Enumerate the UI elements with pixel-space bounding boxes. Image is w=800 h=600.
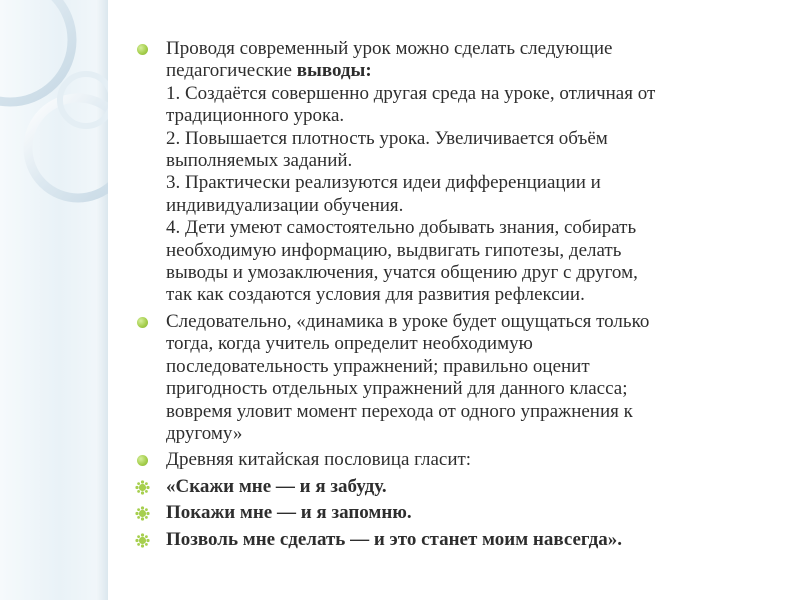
starburst-bullet-icon [135, 533, 150, 548]
text-line: Древняя китайская пословица гласит: [166, 449, 472, 471]
slide-content [136, 38, 776, 555]
decorative-sidebar [0, 0, 108, 600]
text-line: индивидуализации обучения. [166, 194, 404, 216]
text-line: последовательность упражнений; правильно оценит [166, 355, 590, 377]
bullet-dot-icon [137, 317, 148, 328]
bullet-list [136, 38, 776, 551]
text-line: пригодность отдельных упражнений для данного класса; [166, 378, 628, 400]
text-line: Следовательно, «динамика в уроке будет ощущаться только [166, 310, 650, 332]
text-line: необходимую информацию, выдвигать гипотезы, делать [166, 239, 622, 261]
bullet-item-proverb-show [136, 502, 776, 524]
text-line: «Скажи мне — и я забуду. [166, 475, 387, 497]
bullet-item-conclusions [136, 38, 776, 307]
text-line: вовремя уловит момент перехода от одного упражнения к [166, 400, 633, 422]
bullet-item-proverb-tell [136, 476, 776, 498]
text-line: 2. Повышается плотность урока. Увеличивается объём [166, 127, 608, 149]
starburst-bullet-icon [135, 480, 150, 495]
ring-medium [28, 98, 108, 198]
bold-word: выводы: [296, 60, 372, 82]
bullet-dot-icon [137, 455, 148, 466]
bullet-item-proverb-intro [136, 449, 776, 471]
text-line: другому» [166, 422, 243, 444]
text-line: 1. Создаётся совершенно другая среда на уроке, отличная от [166, 82, 656, 104]
text-line: выполняемых заданий. [166, 150, 353, 172]
bullet-item-proverb-do [136, 529, 776, 551]
bullet-dot-icon [137, 44, 148, 55]
text-line: тогда, когда учитель определит необходимую [166, 333, 533, 355]
text-line: традиционного урока. [166, 105, 345, 127]
text-line: выводы и умозаключения, учатся общению друг с другом, [166, 262, 638, 284]
decorative-rings-graphic [0, 0, 108, 600]
text-line: так как создаются условия для развития рефлексии. [166, 284, 585, 306]
text-line: Проводя современный урок можно сделать следующие [166, 38, 613, 59]
starburst-bullet-icon [135, 506, 150, 521]
text-fragment: педагогические [166, 60, 297, 82]
text-line [166, 60, 776, 82]
text-line: Покажи мне — и я запомню. [166, 502, 412, 524]
text-line: 3. Практически реализуются идеи дифференциации и [166, 172, 601, 194]
bullet-item-dynamics-quote [136, 311, 776, 445]
text-line: 4. Дети умеют самостоятельно добывать знания, собирать [166, 217, 637, 239]
text-line: Позволь мне сделать — и это станет моим навсегда». [166, 528, 622, 550]
